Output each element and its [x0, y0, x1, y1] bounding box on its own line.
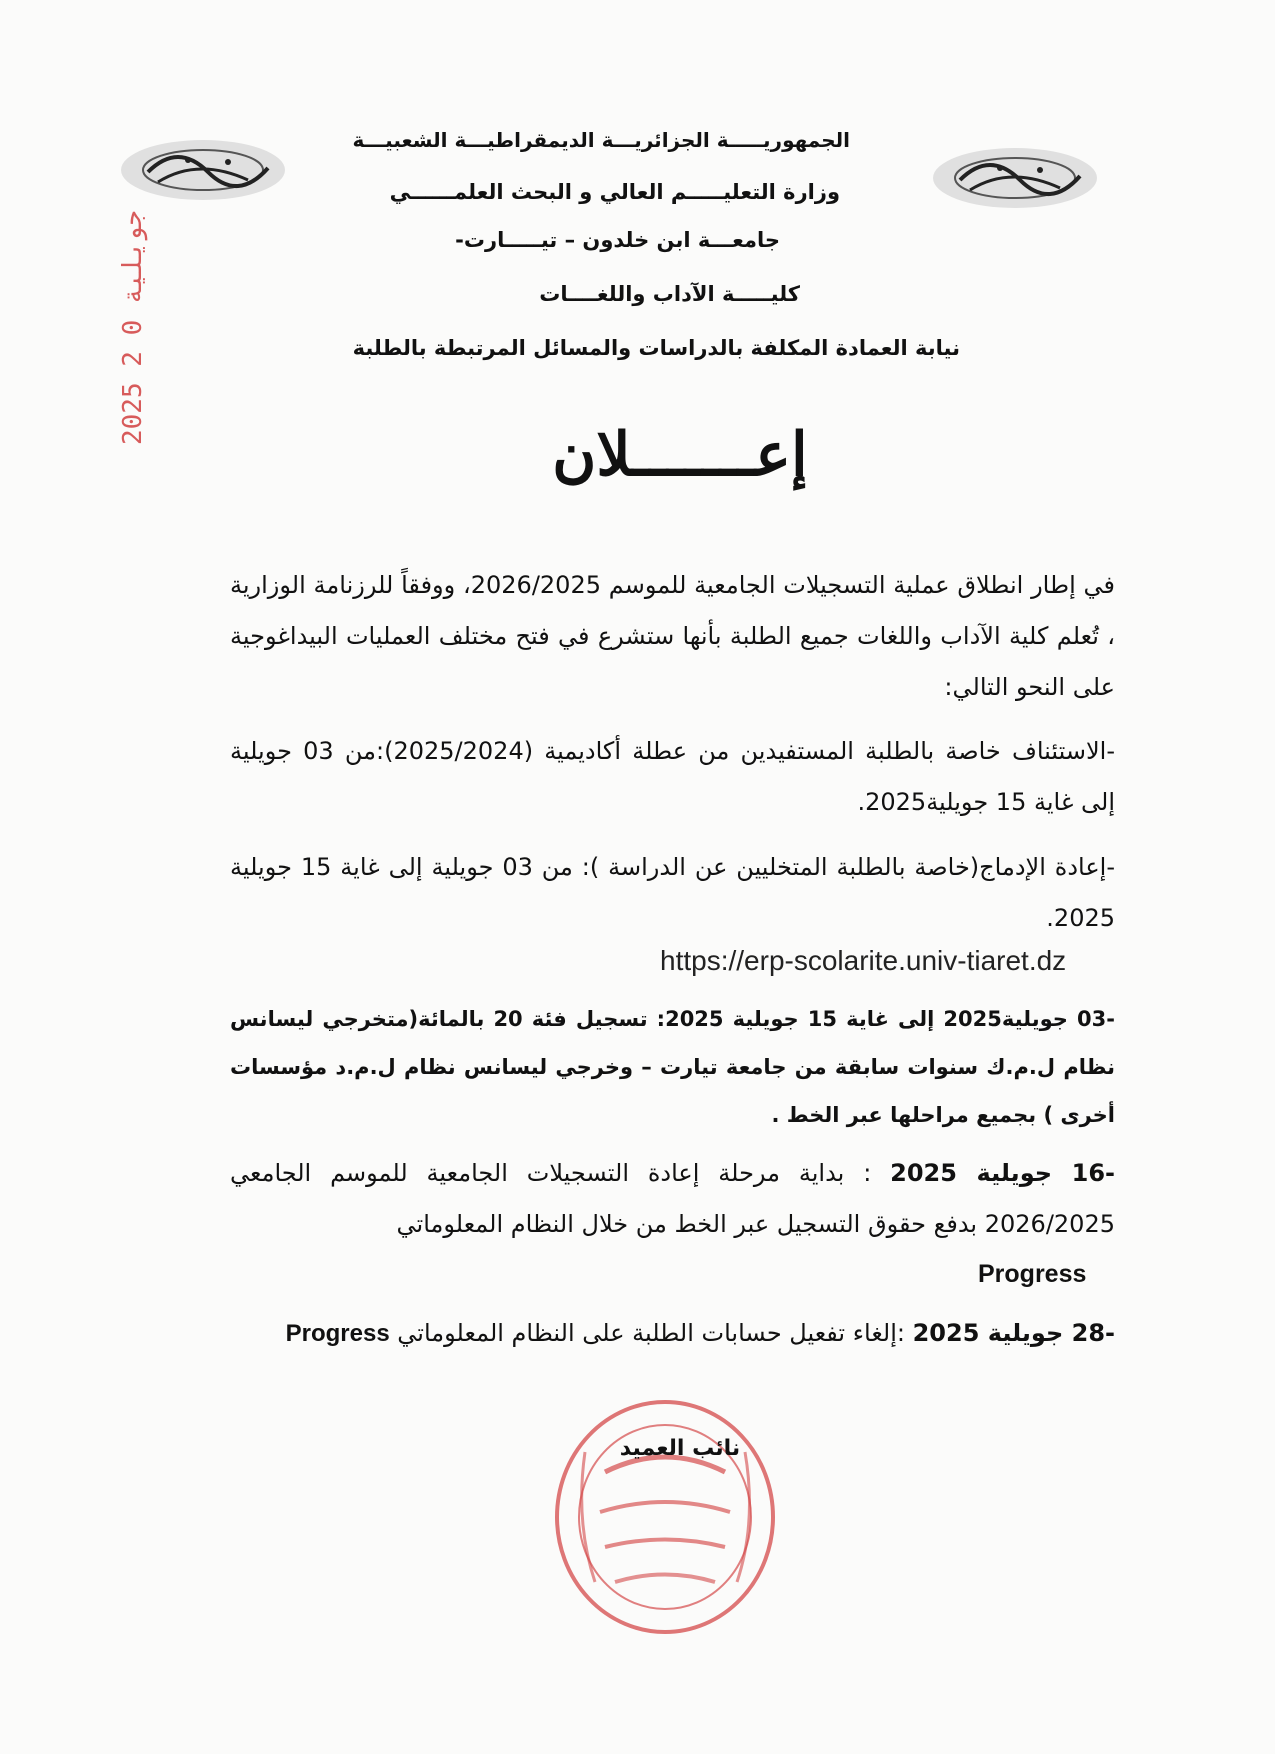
deactivation-date: -28 جويلية 2025 — [912, 1319, 1115, 1347]
resumption-paragraph: -الاستئناف خاصة بالطلبة المستفيدين من عطلة أكاديمية (2025/2024):من 03 جويلية إلى غاية 15 جويلية2025. — [230, 737, 1115, 816]
official-seal-stamp — [545, 1382, 785, 1642]
reregistration-paragraph — [230, 1148, 1115, 1250]
progress-system-label: Progress — [978, 1260, 1087, 1288]
reintegration-paragraph: -إعادة الإدماج(خاصة بالطلبة المتخليين عن الدراسة ): من 03 جويلية إلى غاية 15 جويلية 2025. — [230, 853, 1115, 932]
announcement-title: إعـــــــلان — [552, 420, 808, 490]
ministry-line: وزارة التعليـــــم العالي و البحث العلمــــــي — [389, 180, 840, 204]
republic-line: الجمهوريـــــة الجزائريـــة الديمقراطيـــة الشعبيـــة — [352, 128, 850, 152]
vice-deanship-line: نيابة العمادة المكلفة بالدراسات والمسائل المرتبطة بالطلبة — [352, 336, 960, 360]
intro-paragraph: في إطار انطلاق عملية التسجيلات الجامعية للموسم 2026/2025، ووفقاً للرزنامة الوزارية ، تُعلم كلية الآداب واللغات جميع الطلبة بأنها ستشرع في فتح مختلف العمليات البيداغوجية على النحو التالي: — [230, 571, 1115, 701]
university-line: جامعـــة ابن خلدون – تيـــــارت- — [455, 228, 780, 252]
received-date-stamp: 2025 جويلية 0 2 — [118, 210, 148, 445]
deactivation-text: :إلغاء تفعيل حسابات الطلبة على النظام المعلوماتي — [389, 1319, 913, 1347]
reregistration-text: : بداية مرحلة إعادة التسجيلات الجامعية للموسم الجامعي 2026/2025 بدفع حقوق التسجيل عبر الخط من خلال النظام المعلوماتي — [230, 1159, 1115, 1238]
registration-url-link[interactable]: https://erp-scolarite.univ-tiaret.dz — [660, 945, 1067, 976]
progress-system-label-2: Progress — [285, 1320, 390, 1347]
faculty-line: كليـــــة الآداب واللغــــات — [539, 282, 800, 306]
university-logo-left — [118, 132, 288, 208]
deputy-dean-signature-label: نائب العميد — [619, 1436, 741, 1461]
deactivation-paragraph — [230, 1308, 1115, 1359]
category-20-paragraph: -03 جويلية2025 إلى غاية 15 جويلية 2025: تسجيل فئة 20 بالمائة(متخرجي ليسانس نظام ل.م.ك سنوات سابقة من جامعة تيارت – وخرجي ليسانس نظام ل.م.د مؤسسات أخرى ) بجميع مراحلها عبر الخط . — [230, 1007, 1115, 1127]
reregistration-date: -16 جويلية 2025 — [890, 1159, 1115, 1187]
university-logo-right — [930, 140, 1100, 216]
